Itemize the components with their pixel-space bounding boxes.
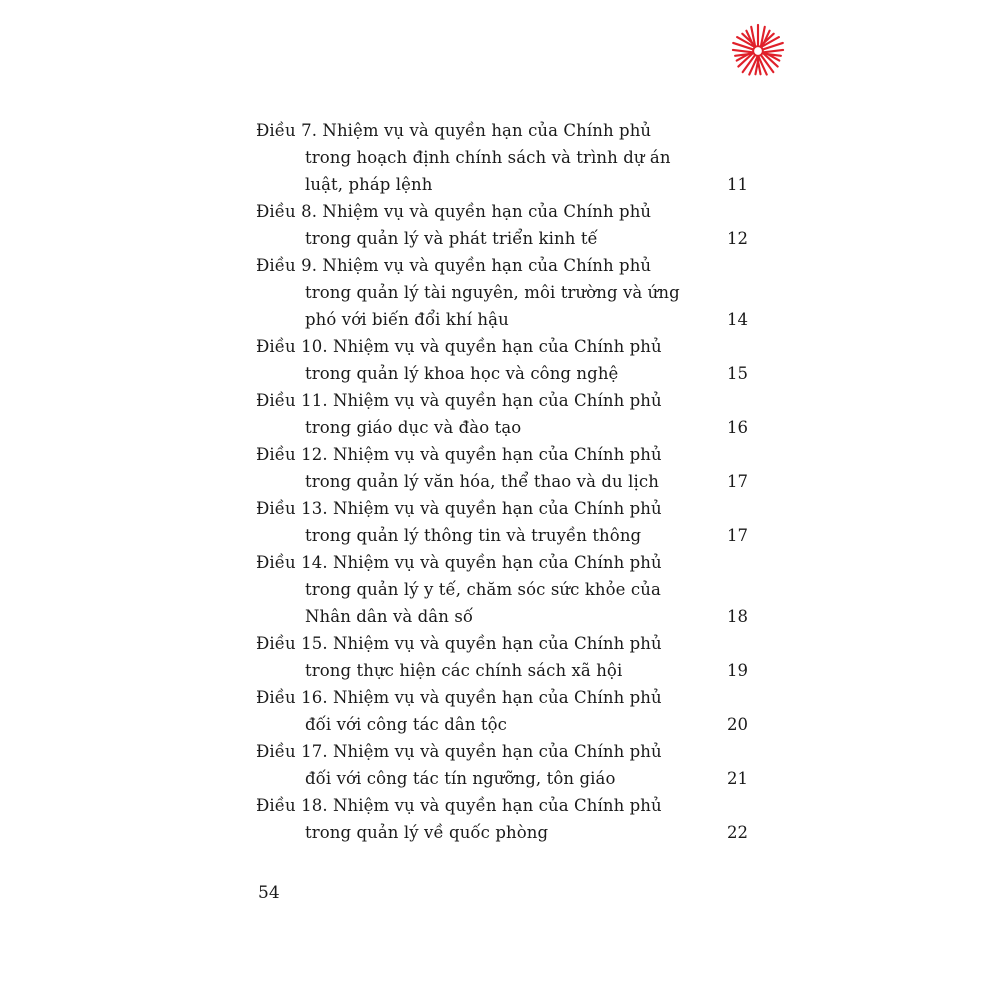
toc-entry xyxy=(256,441,748,495)
toc-entry xyxy=(256,738,748,792)
toc-entry-continuation: luật, pháp lệnh xyxy=(305,175,433,194)
toc-entry-continuation: trong quản lý thông tin và truyền thông xyxy=(305,526,642,545)
toc-entry xyxy=(256,495,748,549)
toc-entry-title: Điều 15. Nhiệm vụ và quyền hạn của Chính phủ xyxy=(256,634,662,653)
toc-entry-page: 17 xyxy=(727,472,748,491)
toc-entry-page: 22 xyxy=(727,823,748,842)
toc-entry-page: 15 xyxy=(727,364,748,383)
toc-entry xyxy=(256,198,748,252)
toc-entry-page: 16 xyxy=(727,418,748,437)
toc-entry-title: Điều 8. Nhiệm vụ và quyền hạn của Chính phủ xyxy=(256,202,652,221)
toc-entry-page: 17 xyxy=(727,526,748,545)
toc-entry-title: Điều 12. Nhiệm vụ và quyền hạn của Chính phủ xyxy=(256,445,662,464)
toc-entry-page: 14 xyxy=(727,310,748,329)
toc-entry-page: 12 xyxy=(727,229,748,248)
toc-entry-continuation: trong giáo dục và đào tạo xyxy=(305,418,522,437)
toc-entry-continuation: trong hoạch định chính sách và trình dự án xyxy=(305,148,671,167)
toc-entry-continuation: đối với công tác dân tộc xyxy=(305,715,507,734)
toc-entry-title: Điều 11. Nhiệm vụ và quyền hạn của Chính phủ xyxy=(256,391,662,410)
toc-entry-continuation: Nhân dân và dân số xyxy=(305,607,474,626)
toc-entry-title: Điều 13. Nhiệm vụ và quyền hạn của Chính phủ xyxy=(256,499,662,518)
toc-entry-page: 18 xyxy=(727,607,748,626)
toc-entry xyxy=(256,792,748,846)
toc-entry-continuation: trong quản lý và phát triển kinh tế xyxy=(305,229,598,248)
toc-entry xyxy=(256,630,748,684)
toc-entry-title: Điều 16. Nhiệm vụ và quyền hạn của Chính phủ xyxy=(256,688,662,707)
publisher-star-logo-icon xyxy=(729,22,787,80)
toc-entry-continuation: phó với biến đổi khí hậu xyxy=(305,310,509,329)
toc-entry-page: 11 xyxy=(727,175,748,194)
toc-entry-page: 19 xyxy=(727,661,748,680)
toc-entry-continuation: trong quản lý y tế, chăm sóc sức khỏe của xyxy=(305,580,661,599)
toc-entry-continuation: trong quản lý về quốc phòng xyxy=(305,823,549,842)
toc-entry xyxy=(256,333,748,387)
toc-entry-page: 21 xyxy=(727,769,748,788)
toc-entry-title: Điều 18. Nhiệm vụ và quyền hạn của Chính phủ xyxy=(256,796,662,815)
table-of-contents xyxy=(256,117,748,846)
toc-entry-title: Điều 7. Nhiệm vụ và quyền hạn của Chính phủ xyxy=(256,121,652,140)
toc-entry-continuation: trong quản lý văn hóa, thể thao và du lịch xyxy=(305,472,659,491)
toc-entry xyxy=(256,252,748,333)
toc-entry-continuation: trong quản lý tài nguyên, môi trường và ứng xyxy=(305,283,680,302)
toc-entry-title: Điều 17. Nhiệm vụ và quyền hạn của Chính phủ xyxy=(256,742,662,761)
toc-entry xyxy=(256,387,748,441)
toc-entry-title: Điều 9. Nhiệm vụ và quyền hạn của Chính phủ xyxy=(256,256,652,275)
toc-entry-continuation: trong quản lý khoa học và công nghệ xyxy=(305,364,619,383)
toc-entry xyxy=(256,549,748,630)
page-number: 54 xyxy=(258,883,280,903)
toc-entry-title: Điều 14. Nhiệm vụ và quyền hạn của Chính phủ xyxy=(256,553,662,572)
toc-entry xyxy=(256,684,748,738)
toc-entry-continuation: trong thực hiện các chính sách xã hội xyxy=(305,661,623,680)
toc-entry-continuation: đối với công tác tín ngưỡng, tôn giáo xyxy=(305,769,616,788)
toc-entry-title: Điều 10. Nhiệm vụ và quyền hạn của Chính phủ xyxy=(256,337,662,356)
toc-entry-page: 20 xyxy=(727,715,748,734)
toc-entry xyxy=(256,117,748,198)
